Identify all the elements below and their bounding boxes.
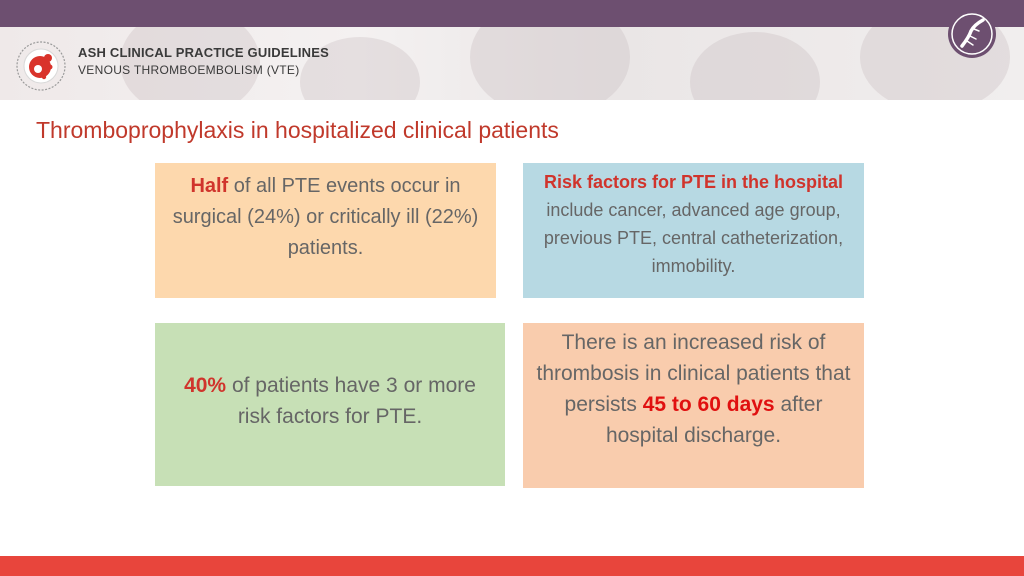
card-highlight: 40% bbox=[184, 373, 227, 397]
logo-title: ASH CLINICAL PRACTICE GUIDELINES bbox=[78, 45, 330, 60]
card-text bbox=[533, 327, 854, 451]
card-text bbox=[165, 171, 486, 264]
card-body: include cancer, advanced age group, previous PTE, central catheterization, immobility. bbox=[543, 200, 844, 276]
background-blob bbox=[470, 27, 630, 100]
card-text bbox=[533, 168, 854, 280]
card-highlight: Half bbox=[190, 175, 229, 197]
card-body: of patients have 3 or more risk factors for PTE. bbox=[226, 373, 476, 428]
slide-title: Thromboprophylaxis in hospitalized clinical patients bbox=[36, 117, 559, 143]
card-body-end: after hospital discharge. bbox=[605, 393, 823, 447]
post-discharge-risk-card bbox=[523, 323, 864, 488]
card-body: There is an increased risk of thrombosis in clinical patients that persists bbox=[536, 331, 851, 416]
bottom-color-band bbox=[0, 556, 1024, 576]
multiple-risk-factors-card bbox=[155, 323, 505, 486]
card-highlight: Risk factors for PTE in the hospital bbox=[543, 172, 844, 192]
blood-vessel-icon bbox=[947, 9, 997, 59]
card-text bbox=[165, 370, 495, 432]
top-color-band bbox=[0, 0, 1024, 27]
card-highlight: 45 to 60 days bbox=[642, 393, 775, 416]
risk-factors-card bbox=[523, 163, 864, 298]
background-blob bbox=[690, 32, 820, 100]
logo-subtitle: VENOUS THROMBOEMBOLISM (VTE) bbox=[78, 63, 300, 77]
card-body: of all PTE events occur in surgical (24%) or critically ill (22%) patients. bbox=[172, 175, 479, 259]
ash-society-seal-icon bbox=[14, 40, 68, 92]
pte-events-card bbox=[155, 163, 496, 298]
